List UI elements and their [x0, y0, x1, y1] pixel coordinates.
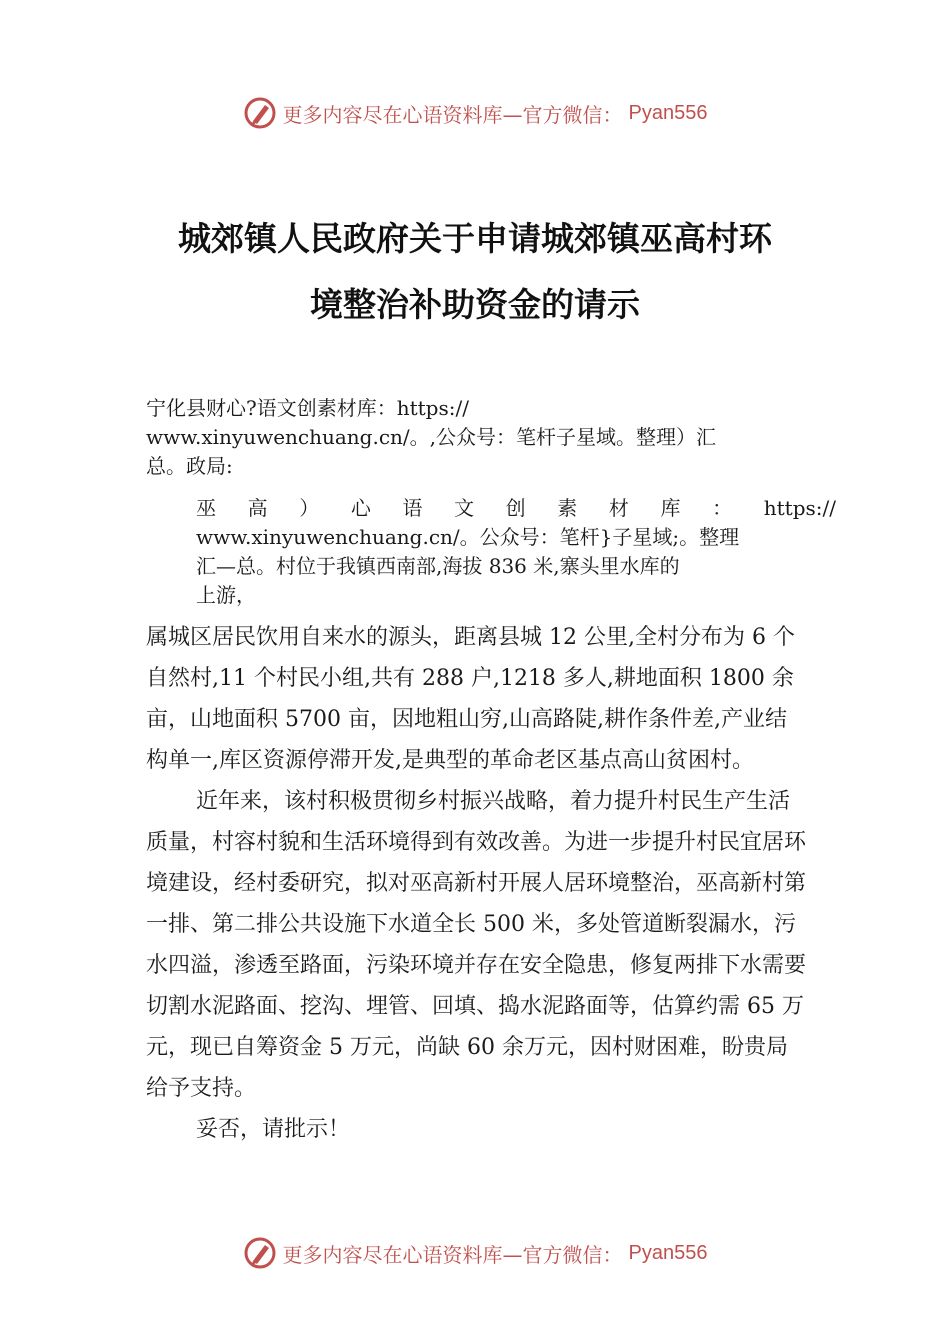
paragraph-closing: 妥否，请批示！: [196, 1117, 351, 1142]
banner-account: Pyan556: [628, 1241, 708, 1264]
intro-line-1: 巫 高 ） 心 语 文 创 素 材 库 ： https://: [196, 496, 836, 520]
pen-logo-icon: [243, 96, 277, 130]
banner-text: 更多内容尽在心语资料库—官方微信：: [282, 102, 623, 127]
document-body: [146, 617, 808, 1150]
addressee-line-1: 宁化县财心?语文创素材库：https://: [146, 396, 469, 420]
title-line-2: 境整治补助资金的请示: [310, 285, 640, 324]
footer-banner: [0, 1236, 950, 1270]
banner-account: Pyan556: [628, 101, 708, 124]
intro-line-4: 上游，: [196, 583, 256, 607]
addressee-line-3: 总。政局:: [146, 454, 233, 478]
banner-text: 更多内容尽在心语资料库—官方微信：: [282, 1242, 623, 1267]
intro-block: [196, 494, 836, 610]
intro-line-3: 汇—总。村位于我镇西南部,海拔 836 米,寨头里水库的: [196, 554, 680, 578]
title-line-1: 城郊镇人民政府关于申请城郊镇巫高村环: [178, 219, 772, 258]
paragraph-request: 近年来，该村积极贯彻乡村振兴战略，着力提升村民生产生活质量，村容村貌和生活环境得到有效改善。为进一步提升村民宜居环境建设，经村委研究，拟对巫高新村开展人居环境整治，巫高新村第一排、第二排公共设施下水道全长 500 米，多处管道断裂漏水，污水四溢，渗透至路面，污染环境并存在安全隐患，修复两排下水需要切割水泥路面、挖沟、埋管、回填、捣水泥路面等，估算约需 65 万元，现已自筹资金 5 万元，尚缺 60 余万元，因村财困难，盼贵局给予支持。: [146, 789, 807, 1101]
addressee-block: [146, 394, 836, 481]
document-title: [120, 206, 830, 338]
header-banner: [0, 96, 950, 130]
paragraph-village-info: 属城区居民饮用自来水的源头，距离县城 12 公里,全村分布为 6 个自然村,11 个村民小组,共有 288 户,1218 多人,耕地面积 1800 余亩，山地面积 5700 亩，因地粗山穷,山高路陡,耕作条件差,产业结构单一,库区资源停滞开发,是典型的革命老区基点高山贫困村。: [146, 625, 795, 773]
addressee-line-2: www.xinyuwenchuang.cn/。,公众号：笔杆子星域。整理）汇: [146, 425, 717, 449]
pen-logo-icon: [243, 1236, 277, 1270]
intro-line-2: www.xinyuwenchuang.cn/。公众号：笔杆}子星域;。整理: [196, 525, 740, 549]
